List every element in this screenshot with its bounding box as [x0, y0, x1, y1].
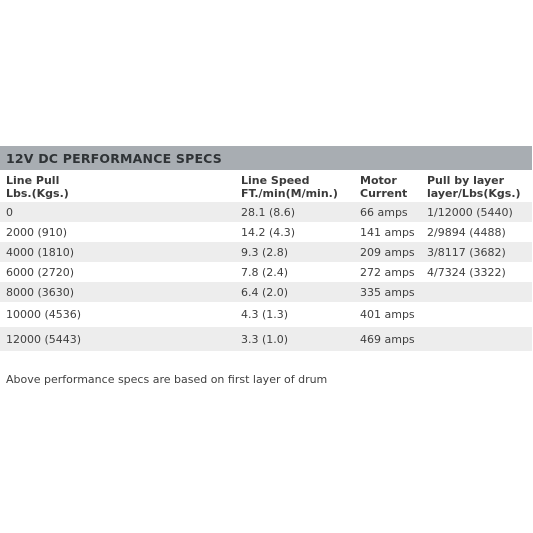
cell-line-speed: 6.4 (2.0): [241, 285, 289, 299]
table-row: [0, 242, 532, 262]
cell-line-pull: 4000 (1810): [6, 245, 75, 259]
table-row: [0, 302, 532, 327]
header-motor-current: Motor Current: [360, 174, 408, 200]
cell-line-pull: 2000 (910): [6, 225, 68, 239]
cell-line-pull: 12000 (5443): [6, 332, 82, 346]
header-pull-by-layer: Pull by layer layer/Lbs(Kgs.): [427, 174, 521, 200]
cell-line-speed: 3.3 (1.0): [241, 332, 289, 346]
cell-pull-by-layer: 2/9894 (4488): [427, 225, 506, 239]
cell-line-speed: 7.8 (2.4): [241, 265, 289, 279]
performance-specs-table: [0, 146, 532, 351]
cell-line-speed: 28.1 (8.6): [241, 205, 296, 219]
cell-motor-current: 335 amps: [360, 285, 415, 299]
cell-motor-current: 469 amps: [360, 332, 415, 346]
cell-line-speed: 4.3 (1.3): [241, 308, 289, 321]
header-line-speed: Line Speed FT./min(M/min.): [241, 174, 338, 200]
table-title: 12V DC PERFORMANCE SPECS: [0, 146, 532, 170]
table-row: [0, 262, 532, 282]
cell-line-pull: 8000 (3630): [6, 285, 75, 299]
cell-motor-current: 209 amps: [360, 245, 415, 259]
cell-pull-by-layer: 4/7324 (3322): [427, 265, 506, 279]
table-row: [0, 327, 532, 351]
cell-pull-by-layer: 1/12000 (5440): [427, 205, 513, 219]
cell-motor-current: 66 amps: [360, 205, 408, 219]
cell-motor-current: 141 amps: [360, 225, 415, 239]
table-header-row: [0, 170, 532, 202]
cell-line-speed: 14.2 (4.3): [241, 225, 296, 239]
table-row: [0, 282, 532, 302]
cell-motor-current: 401 amps: [360, 308, 415, 321]
cell-line-pull: 0: [6, 205, 13, 219]
table-row: [0, 222, 532, 242]
cell-motor-current: 272 amps: [360, 265, 415, 279]
cell-line-speed: 9.3 (2.8): [241, 245, 289, 259]
table-row: [0, 202, 532, 222]
cell-line-pull: 6000 (2720): [6, 265, 75, 279]
cell-pull-by-layer: 3/8117 (3682): [427, 245, 506, 259]
footnote: Above performance specs are based on first layer of drum: [6, 373, 328, 386]
header-line-pull: Line Pull Lbs.(Kgs.): [6, 174, 69, 200]
cell-line-pull: 10000 (4536): [6, 308, 82, 321]
